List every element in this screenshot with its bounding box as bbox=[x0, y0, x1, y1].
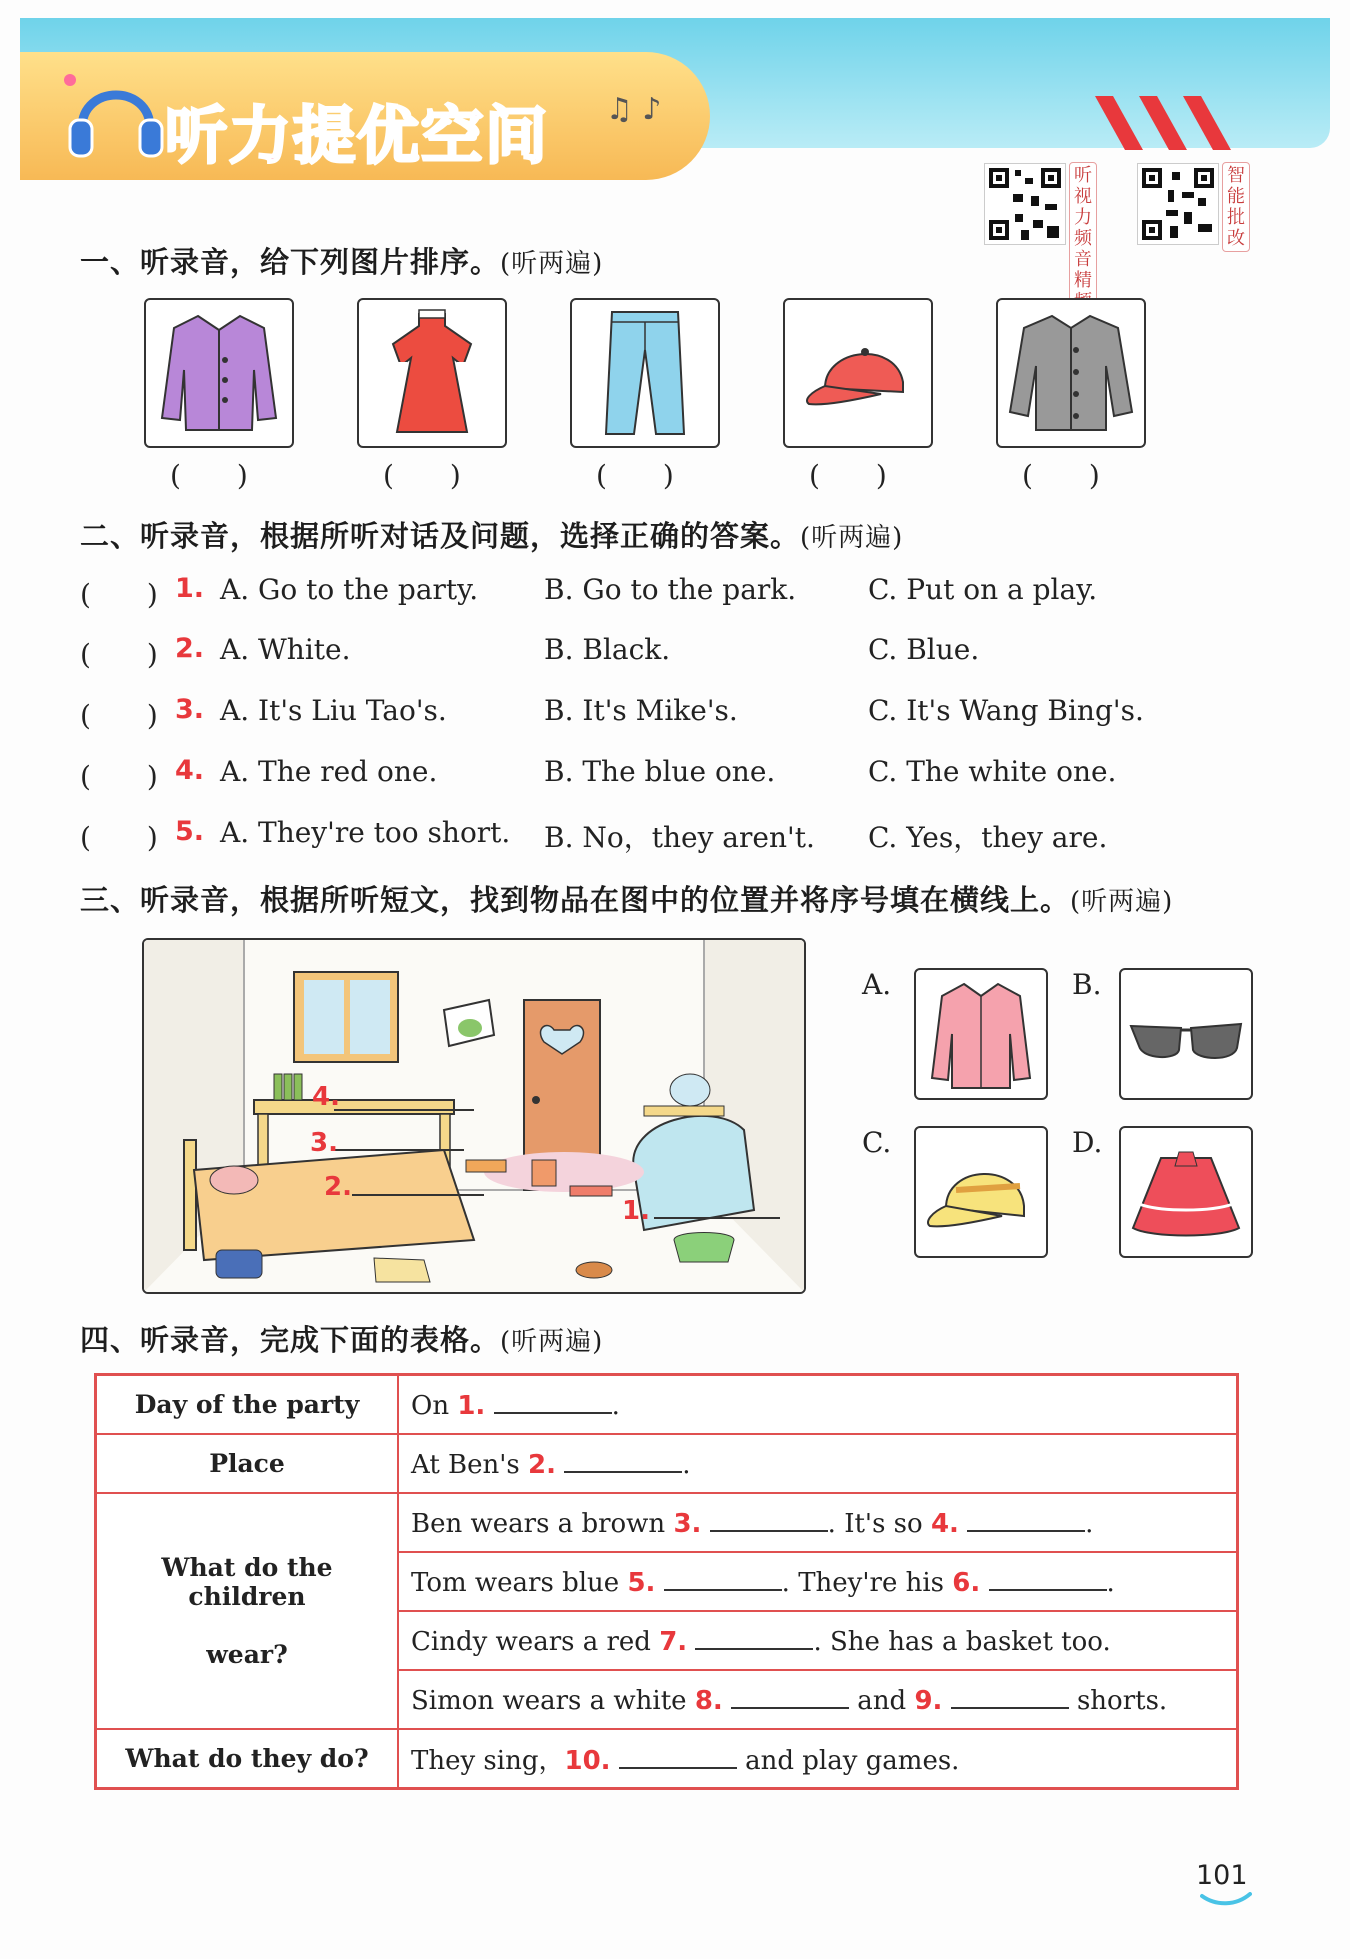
answer-paren-5[interactable]: ( ) bbox=[1022, 459, 1100, 492]
option-c: C. Blue. bbox=[868, 633, 980, 666]
qr-label-video: 听视力频音精 bbox=[1069, 162, 1097, 336]
section-4-note: (听两遍) bbox=[500, 1327, 604, 1357]
headphones-icon bbox=[62, 66, 170, 166]
section-2-heading: 二、听录音，根据所听对话及问题，选择正确的答案。 bbox=[80, 519, 801, 553]
blank-4[interactable] bbox=[967, 1506, 1085, 1532]
table-row bbox=[96, 1375, 1238, 1435]
qr-code-video-icon[interactable] bbox=[984, 163, 1066, 245]
sunglasses-icon bbox=[1121, 970, 1251, 1098]
label-day: Day of the party bbox=[96, 1375, 399, 1435]
table-row bbox=[96, 1434, 1238, 1493]
bedroom-scene-icon bbox=[144, 940, 804, 1292]
question-number: 1. bbox=[175, 573, 205, 604]
blank-8[interactable] bbox=[731, 1683, 849, 1709]
section-4-heading: 四、听录音，完成下面的表格。 bbox=[80, 1323, 501, 1357]
option-box-b bbox=[1119, 968, 1253, 1100]
qr-code-grading-icon[interactable] bbox=[1137, 163, 1219, 245]
answer-paren-4[interactable]: ( ) bbox=[809, 459, 887, 492]
picture-red-cap bbox=[783, 298, 933, 448]
option-c: C. It's Wang Bing's. bbox=[868, 694, 1144, 727]
answer-paren[interactable]: ( ) bbox=[80, 699, 158, 732]
option-a: A. The red one. bbox=[220, 755, 438, 788]
room-mark-3: 3. bbox=[310, 1128, 338, 1158]
picture-red-dress bbox=[357, 298, 507, 448]
blank-5[interactable] bbox=[664, 1565, 782, 1591]
option-a: A. Go to the party. bbox=[220, 573, 479, 606]
section-3-heading: 三、听录音，根据所听短文，找到物品在图中的位置并将序号填在横线上。 bbox=[80, 883, 1071, 917]
blank-2[interactable] bbox=[564, 1447, 682, 1473]
option-c: C. Yes，they are. bbox=[868, 821, 1108, 854]
room-mark-4: 4. bbox=[312, 1082, 340, 1112]
section-4-title bbox=[80, 1318, 603, 1359]
option-letter-d: D. bbox=[1072, 1126, 1103, 1159]
cell-ben: Ben wears a brown 3. . It's so 4. . bbox=[398, 1493, 1238, 1552]
question-number: 4. bbox=[175, 755, 205, 786]
section-2-title bbox=[80, 514, 903, 555]
option-b: B. Go to the park. bbox=[544, 573, 797, 606]
answer-paren[interactable]: ( ) bbox=[80, 638, 158, 671]
option-box-a bbox=[914, 968, 1048, 1100]
option-b: B. The blue one. bbox=[544, 755, 776, 788]
decor-stripes bbox=[1095, 96, 1235, 150]
cell-place: At Ben's 2. . bbox=[398, 1434, 1238, 1493]
label-wear: What do the children wear? bbox=[96, 1493, 399, 1729]
option-box-c bbox=[914, 1126, 1048, 1258]
cell-simon: Simon wears a white 8. and 9. shorts. bbox=[398, 1670, 1238, 1729]
label-place: Place bbox=[96, 1434, 399, 1493]
blank-10[interactable] bbox=[619, 1743, 737, 1769]
option-a: A. They're too short. bbox=[220, 816, 511, 849]
picture-purple-coat bbox=[144, 298, 294, 448]
picture-grey-jacket bbox=[996, 298, 1146, 448]
section-3-note: (听两遍) bbox=[1070, 887, 1174, 917]
blank-1[interactable] bbox=[494, 1388, 612, 1414]
pink-coat-icon bbox=[916, 970, 1046, 1098]
page-number: 101 bbox=[1196, 1860, 1248, 1891]
section-2-note: (听两遍) bbox=[800, 523, 904, 553]
red-cap-icon bbox=[785, 300, 931, 446]
question-number: 2. bbox=[175, 633, 205, 664]
section-1-title bbox=[80, 240, 603, 281]
bedroom-illustration bbox=[142, 938, 806, 1294]
cell-tom: Tom wears blue 5. . They're his 6. . bbox=[398, 1552, 1238, 1611]
option-letter-c: C. bbox=[862, 1126, 892, 1159]
answer-paren-3[interactable]: ( ) bbox=[596, 459, 674, 492]
room-mark-2: 2. bbox=[324, 1172, 352, 1202]
answer-paren[interactable]: ( ) bbox=[80, 760, 158, 793]
blank-3[interactable] bbox=[710, 1506, 828, 1532]
room-mark-1: 1. bbox=[622, 1196, 650, 1226]
section-1-note: (听两遍) bbox=[500, 249, 604, 279]
section-3-title bbox=[80, 878, 1173, 919]
page-swoosh-icon bbox=[1200, 1892, 1252, 1906]
cell-do: They sing，10. and play games. bbox=[398, 1729, 1238, 1789]
cell-cindy: Cindy wears a red 7. . She has a basket too. bbox=[398, 1611, 1238, 1670]
option-b: B. It's Mike's. bbox=[544, 694, 738, 727]
cell-day: On 1. . bbox=[398, 1375, 1238, 1435]
table-row bbox=[96, 1729, 1238, 1789]
grey-jacket-icon bbox=[998, 300, 1144, 446]
answer-paren-1[interactable]: ( ) bbox=[170, 459, 248, 492]
answer-paren[interactable]: ( ) bbox=[80, 578, 158, 611]
option-letter-a: A. bbox=[862, 968, 892, 1001]
answer-paren[interactable]: ( ) bbox=[80, 821, 158, 854]
question-number: 3. bbox=[175, 694, 205, 725]
picture-blue-jeans bbox=[570, 298, 720, 448]
option-c: C. The white one. bbox=[868, 755, 1117, 788]
banner-title: 听力提优空间 bbox=[165, 99, 550, 172]
music-notes-icon: ♫ ♪ bbox=[606, 92, 662, 127]
qr-label-grading: 智能批改 bbox=[1222, 162, 1250, 252]
blank-6[interactable] bbox=[989, 1565, 1107, 1591]
blank-7[interactable] bbox=[695, 1624, 813, 1650]
yellow-cap-icon bbox=[916, 1128, 1046, 1256]
blank-9[interactable] bbox=[951, 1683, 1069, 1709]
purple-coat-icon bbox=[146, 300, 292, 446]
blue-jeans-icon bbox=[572, 300, 718, 446]
option-letter-b: B. bbox=[1072, 968, 1102, 1001]
option-a: A. White. bbox=[220, 633, 351, 666]
label-do: What do they do? bbox=[96, 1729, 399, 1789]
option-b: B. Black. bbox=[544, 633, 671, 666]
option-b: B. No，they aren't. bbox=[544, 821, 815, 854]
red-dress-icon bbox=[359, 300, 505, 446]
table-row bbox=[96, 1493, 1238, 1552]
red-skirt-icon bbox=[1121, 1128, 1251, 1256]
section-1-heading: 一、听录音，给下列图片排序。 bbox=[80, 245, 501, 279]
answer-paren-2[interactable]: ( ) bbox=[383, 459, 461, 492]
option-c: C. Put on a play. bbox=[868, 573, 1098, 606]
option-a: A. It's Liu Tao's. bbox=[220, 694, 447, 727]
option-box-d bbox=[1119, 1126, 1253, 1258]
question-number: 5. bbox=[175, 816, 205, 847]
party-table bbox=[94, 1373, 1239, 1790]
